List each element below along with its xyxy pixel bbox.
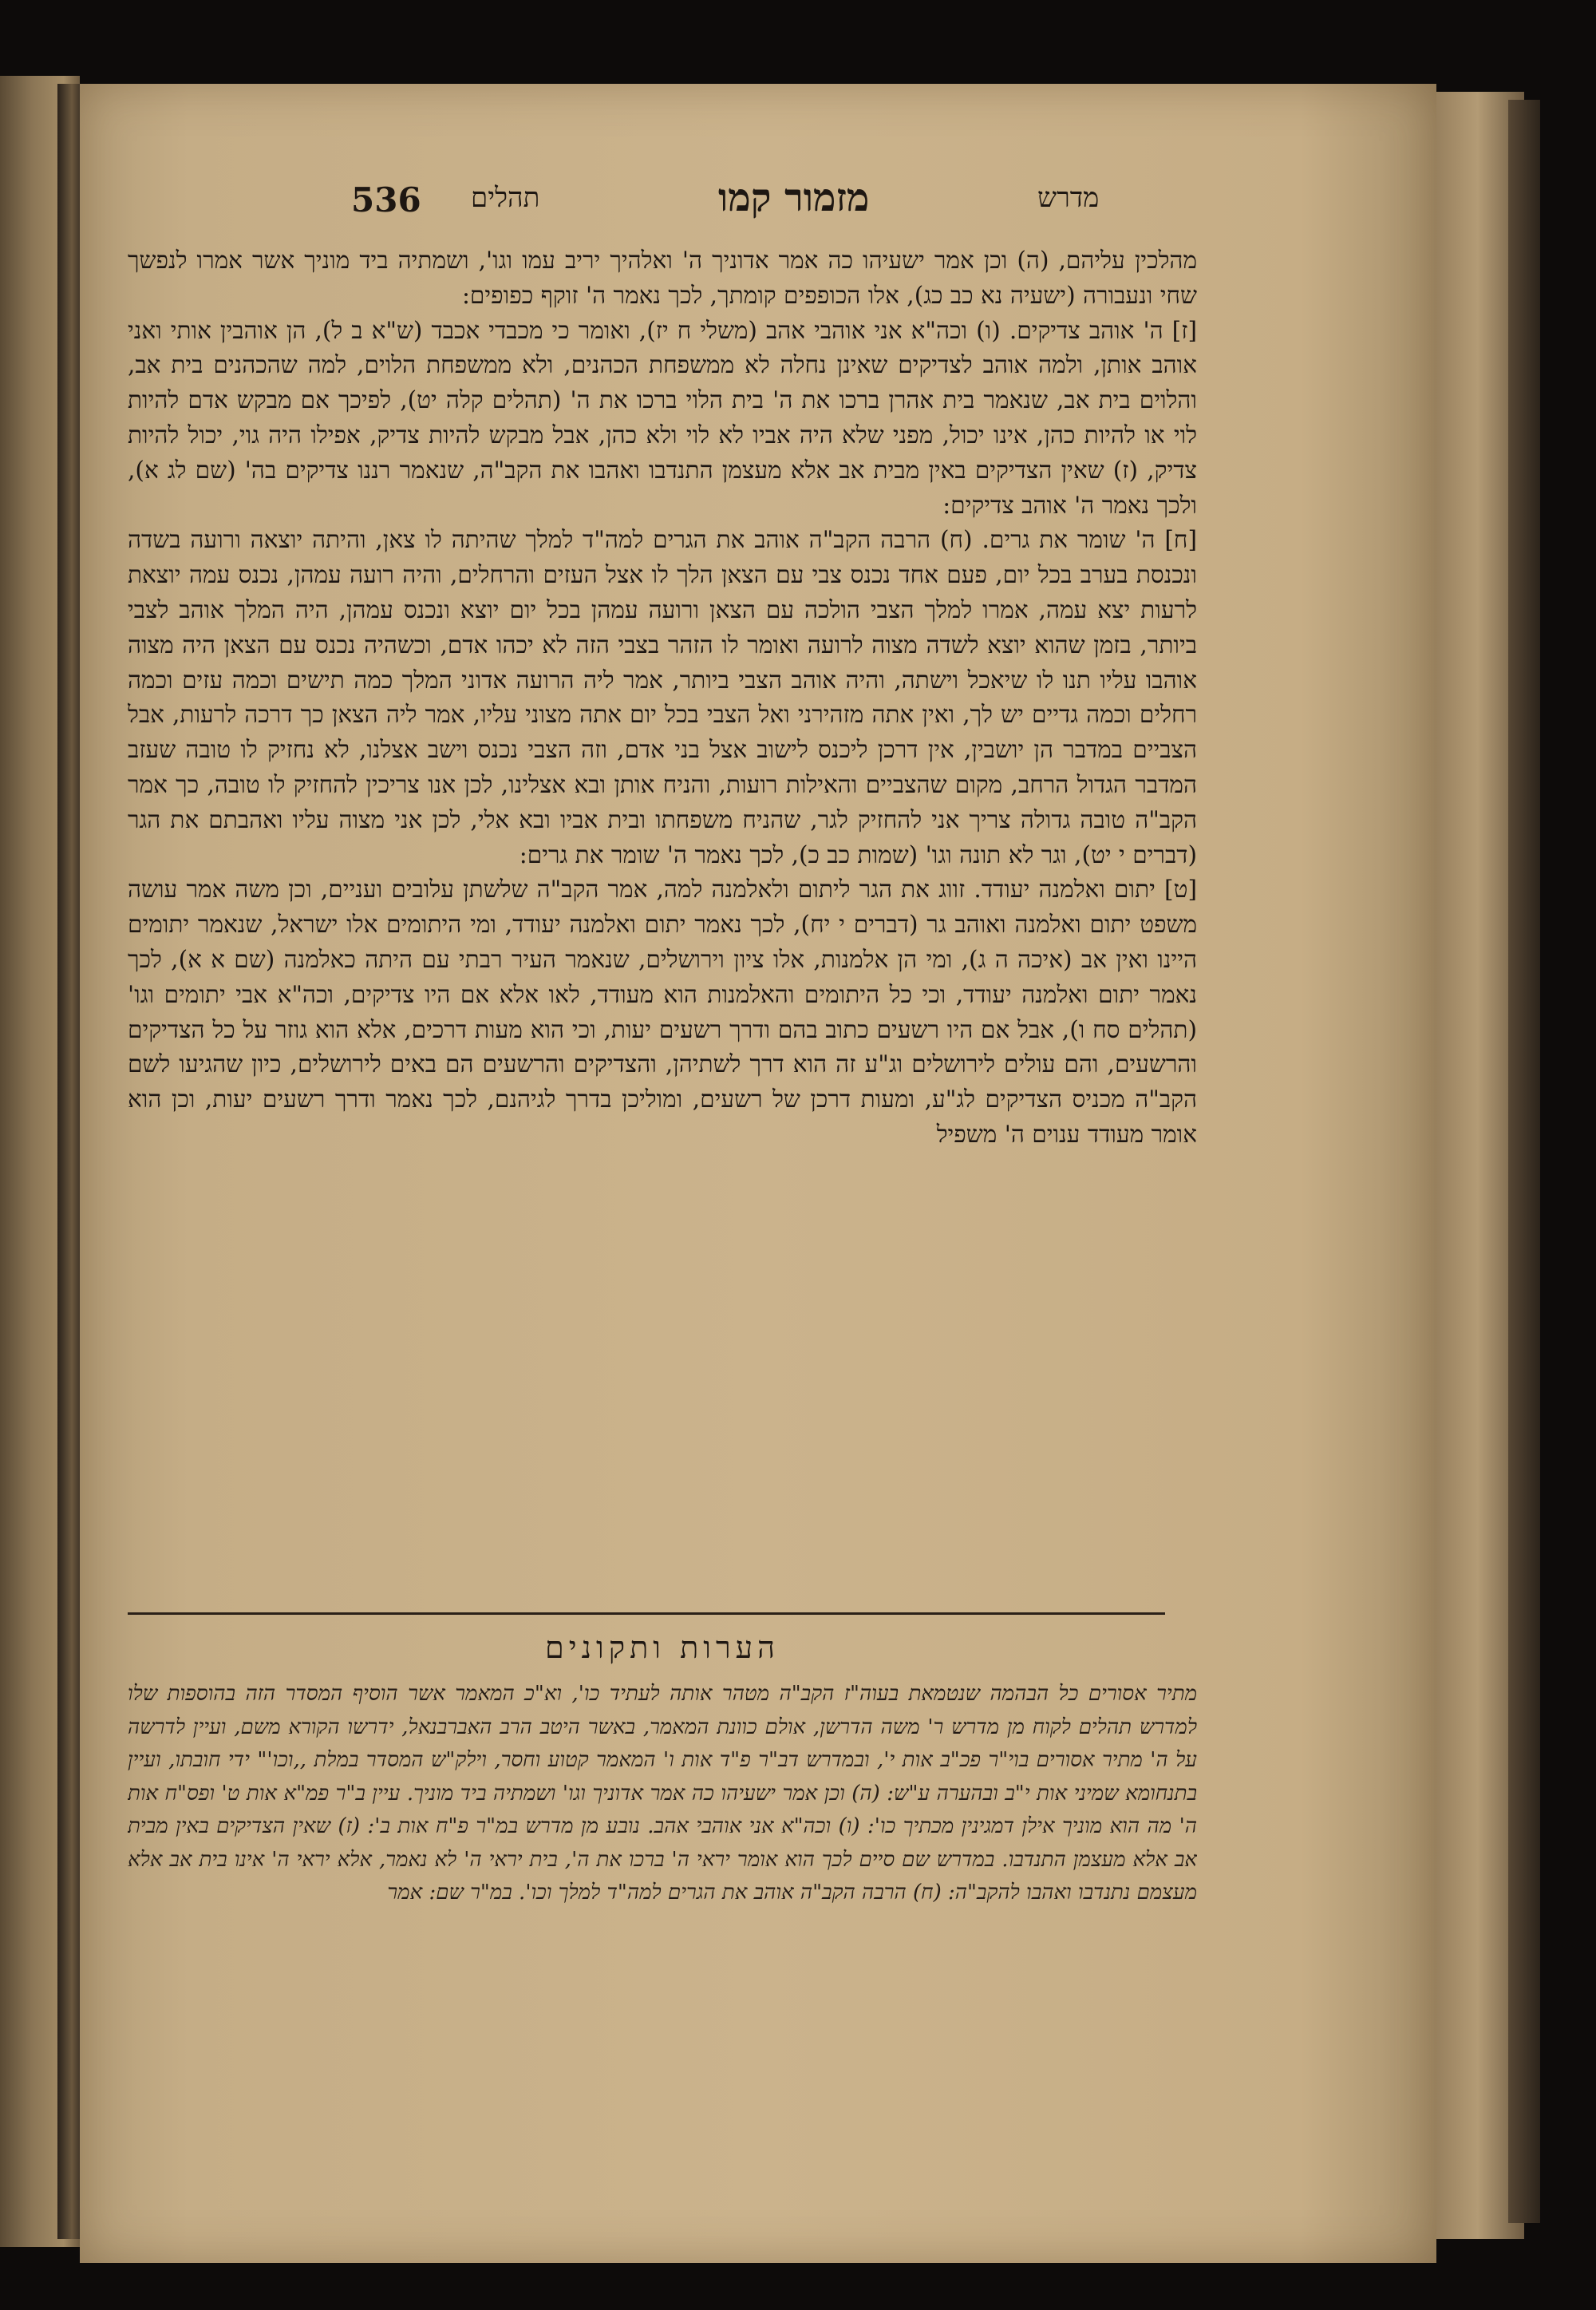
page-number: 536 (351, 180, 421, 220)
main-text (128, 243, 1197, 1576)
header-title-right: מדרש (1037, 182, 1100, 214)
footnote-divider (128, 1612, 1165, 1615)
book-cover-edge (1508, 100, 1540, 2223)
paragraph-1: מהלכין עליהם, (ה) וכן אמר ישעיהו כה אמר אדוניך ה' ואלהיך יריב עמו וגו', ושמתיה ביד מוניך אשר אמרו לנפשך שחי ונעבורה (ישעיה נא כב כג), אלו הכופפים קומתך, לכך נאמר ה' זוקף כפופים: (128, 247, 1197, 309)
running-header (351, 176, 1189, 231)
header-psalm-title: מזמור קמו (718, 176, 870, 220)
notes-body (128, 1678, 1197, 2157)
paragraph-3: [ח] ה' שומר את גרים. (ח) הרבה הקב"ה אוהב את הגרים למה"ד למלך שהיתה לו צאן, והיתה יוצאה ורועה בשדה ונכנסת בערב בכל יום, פעם אחד נכנס צבי עם הצאן הלך לו אצל העזים והרחלים, והיה רועה עמהן, נכנס עמה יוצאת לרעות יצא עמה, אמרו למלך הצבי הולכה עם הצאן ורועה עמהן בכל יום יוצא ונכנס עמהן, היה המלך אוהב לצבי ביותר, בזמן שהוא יוצא לשדה מצוה לרועה ואומר לו הזהר בצבי הזה לא יכהו אדם, וכשהיה נכנס עם הצאן היה מצוה אוהבו עליו תנו לו שיאכל וישתה, והיה אוהב הצבי ביותר, אמר ליה הרועה אדוני המלך כמה תישים וכמה עזים וכמה רחלים וכמה גדיים יש לך, ואין אתה מזהירני ואל הצבי בכל יום אתה מצוני עליו, אמר ליה הצאן כך דרכה לרעות, אבל הצביים במדבר הן יושבין, אין דרכן ליכנס לישוב אצל בני אדם, וזה הצבי נכנס וישב אצלנו, לא נחזיק לו טובה שעזב המדבר הגדול הרחב, מקום שהצביים והאילות רועות, והניח אותן ובא אצלינו, לכן אנו צריכין להחזיק לו טובה, כך אמר הקב"ה טובה גדולה צריך אני להחזיק לגר, שהניח משפחתו ובית אביו ובא אלי, לכן אני מצוה עליו ואהבתם את הגר (דברים י יט), וגר לא תונה וגו' (שמות כב כ), לכך נאמר ה' שומר את גרים: (128, 526, 1197, 868)
notes-paragraph: מתיר אסורים כל הבהמה שנטמאת בעוה"ז הקב"ה מטהר אותה לעתיד כו', וא"כ המאמר אשר הוסיף המסדר הזה בהוספות שלו למדרש תהלים לקוח מן מדרש ר' משה הדרשן, אולם כוונת המאמר, באשר היטב הרב האברבנאל, ידרשו הקורא משם, ועיין לדרשה על ה' מתיר אסורים בוי"ר פכ"ב אות י', ובמדרש דב"ר פ"ד אות ו' המאמר קטוע וחסר, וילק"ש המסדר במלת ,,וכו'" ידי חובתו, ועיין בתנחומא שמיני אות י"ב ובהערה ע"ש: (ה) וכן אמר ישעיהו כה אמר אדוניך וגו' ושמתיה ביד מוניך. עיין ב"ר פמ"א אות ט' ופס"ח אות ה' מה הוא מוניך אילן דמגינין מכתיך כו': (ו) וכה"א אני אוהבי אהב. נובע מן מדרש במ"ר פ"ח אות ב': (ז) שאין הצדיקים באין מבית אב אלא מעצמן התנדבו. במדרש שם סיים לכך הוא אומר יראי ה' ברכו את ה', בית יראי ה' לא נאמר, אלא יראי ה' אינו בית אב אלא מעצמם נתנדבו ואהבו להקב"ה: (ח) הרבה הקב"ה אוהב את הגרים למה"ד למלך וכו'. במ"ר שם: אמר (128, 1682, 1197, 1905)
notes-heading: הערות ותקונים (545, 1630, 780, 1665)
book-spine (57, 84, 81, 2239)
paragraph-2: [ז] ה' אוהב צדיקים. (ו) וכה"א אני אוהבי אהב (משלי ח יז), ואומר כי מכבדי אכבד (ש"א ב ל), הן אוהבין אותי ואני אוהב אותן, ולמה אוהב לצדיקים שאינן נחלה לא ממשפחת הכהנים, ולא ממשפחת הלוים, למה שהכהנים בית אב, והלוים בית אב, שנאמר בית אהרן ברכו את ה' בית הלוי ברכו את ה' (תהלים קלה יט), לפיכך אם מבקש אדם להיות לוי או להיות כהן, אינו יכול, מפני שלא היה אביו לא לוי ולא כהן, אבל מבקש להיות צדיק, אפילו היה גוי, יכול להיות צדיק, (ז) שאין הצדיקים באין מבית אב אלא מעצמן התנדבו ואהבו את הקב"ה, שנאמר רננו צדיקים בה' (שם לג א), ולכך נאמר ה' אוהב צדיקים: (128, 316, 1197, 519)
header-book-name: תהלים (471, 182, 540, 214)
paragraph-4: [ט] יתום ואלמנה יעודד. זווג את הגר ליתום ולאלמנה למה, אמר הקב"ה שלשתן עלובים ועניים, וכן משה אמר עושה משפט יתום ואלמנה ואוהב גר (דברים י יח), לכך נאמר יתום ואלמנה יעודד, ומי היתומים אלו ישראל, שנאמר יתומים היינו ואין אב (איכה ה ג), ומי הן אלמנות, אלו ציון וירושלים, שנאמר העיר רבתי עם היתה כאלמנה (שם א א), לכך נאמר יתום ואלמנה יעודד, וכי כל היתומים והאלמנות הוא מעודד, לאו אלא אם היו צדיקים, וכה"א אבי יתומים וגו' (תהלים סח ו), אבל אם היו רשעים כתוב בהם ודרך רשעים יעות, וכי הוא מעות דרכים, אלא הוא גוזר על כל הצדיקים והרשעים, והם עולים לירושלים וג"ע זה הוא דרך לשתיהן, והצדיקים והרשעים הם באים לירושלים, כיון שהגיעו לשם הקב"ה מכניס הצדיקים לג"ע, ומעות דרכן של רשעים, ומוליכן בדרך לגיהנם, לכך נאמר ודרך רשעים יעות, וכן הוא אומר מעודד ענוים ה' משפיל (128, 876, 1197, 1148)
